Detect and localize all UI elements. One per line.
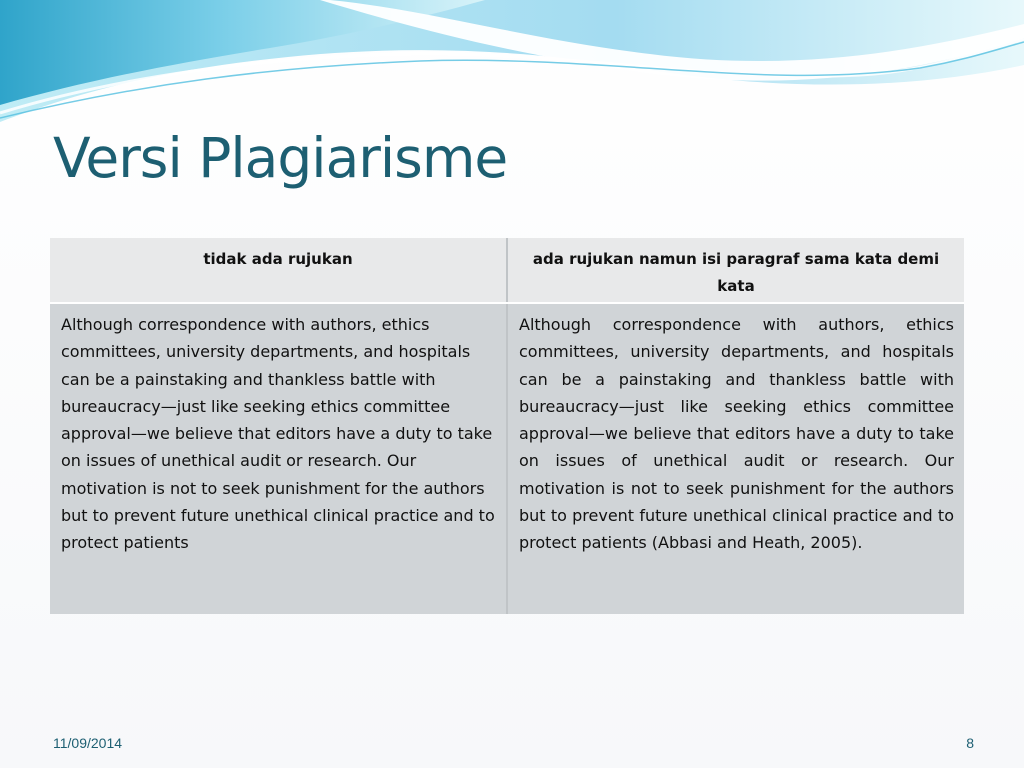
decorative-wave-header [0, 0, 1024, 140]
passage-without-reference: Although correspondence with authors, ethics committees, university departments, and hospitals can be a painstaking and thankless battle with bureaucracy—just like seeking ethics committee approval—we believe that editors have a duty to take on issues of unethical audit or research. Our motivation is not to seek punishment for the authors but to prevent future unethical clinical practice and to protect patients [50, 303, 507, 614]
header-reference-same-paragraph: ada rujukan namun isi paragraf sama kata demi kata [507, 238, 964, 303]
table-header-row [50, 238, 964, 303]
slide-title: Versi Plagiarisme [53, 126, 508, 190]
footer-date: 11/09/2014 [53, 735, 123, 751]
passage-with-reference: Although correspondence with authors, ethics committees, university departments, and hospitals can be a painstaking and thankless battle with bureaucracy—just like seeking ethics committee approval—we believe that editors have a duty to take on issues of unethical audit or research. Our motivation is not to seek punishment for the authors but to prevent future unethical clinical practice and to protect patients (Abbasi and Heath, 2005). [507, 303, 964, 614]
page-number: 8 [966, 735, 974, 751]
table-body-row [50, 303, 964, 614]
plagiarism-comparison-table [50, 238, 964, 614]
header-no-reference: tidak ada rujukan [50, 238, 507, 303]
